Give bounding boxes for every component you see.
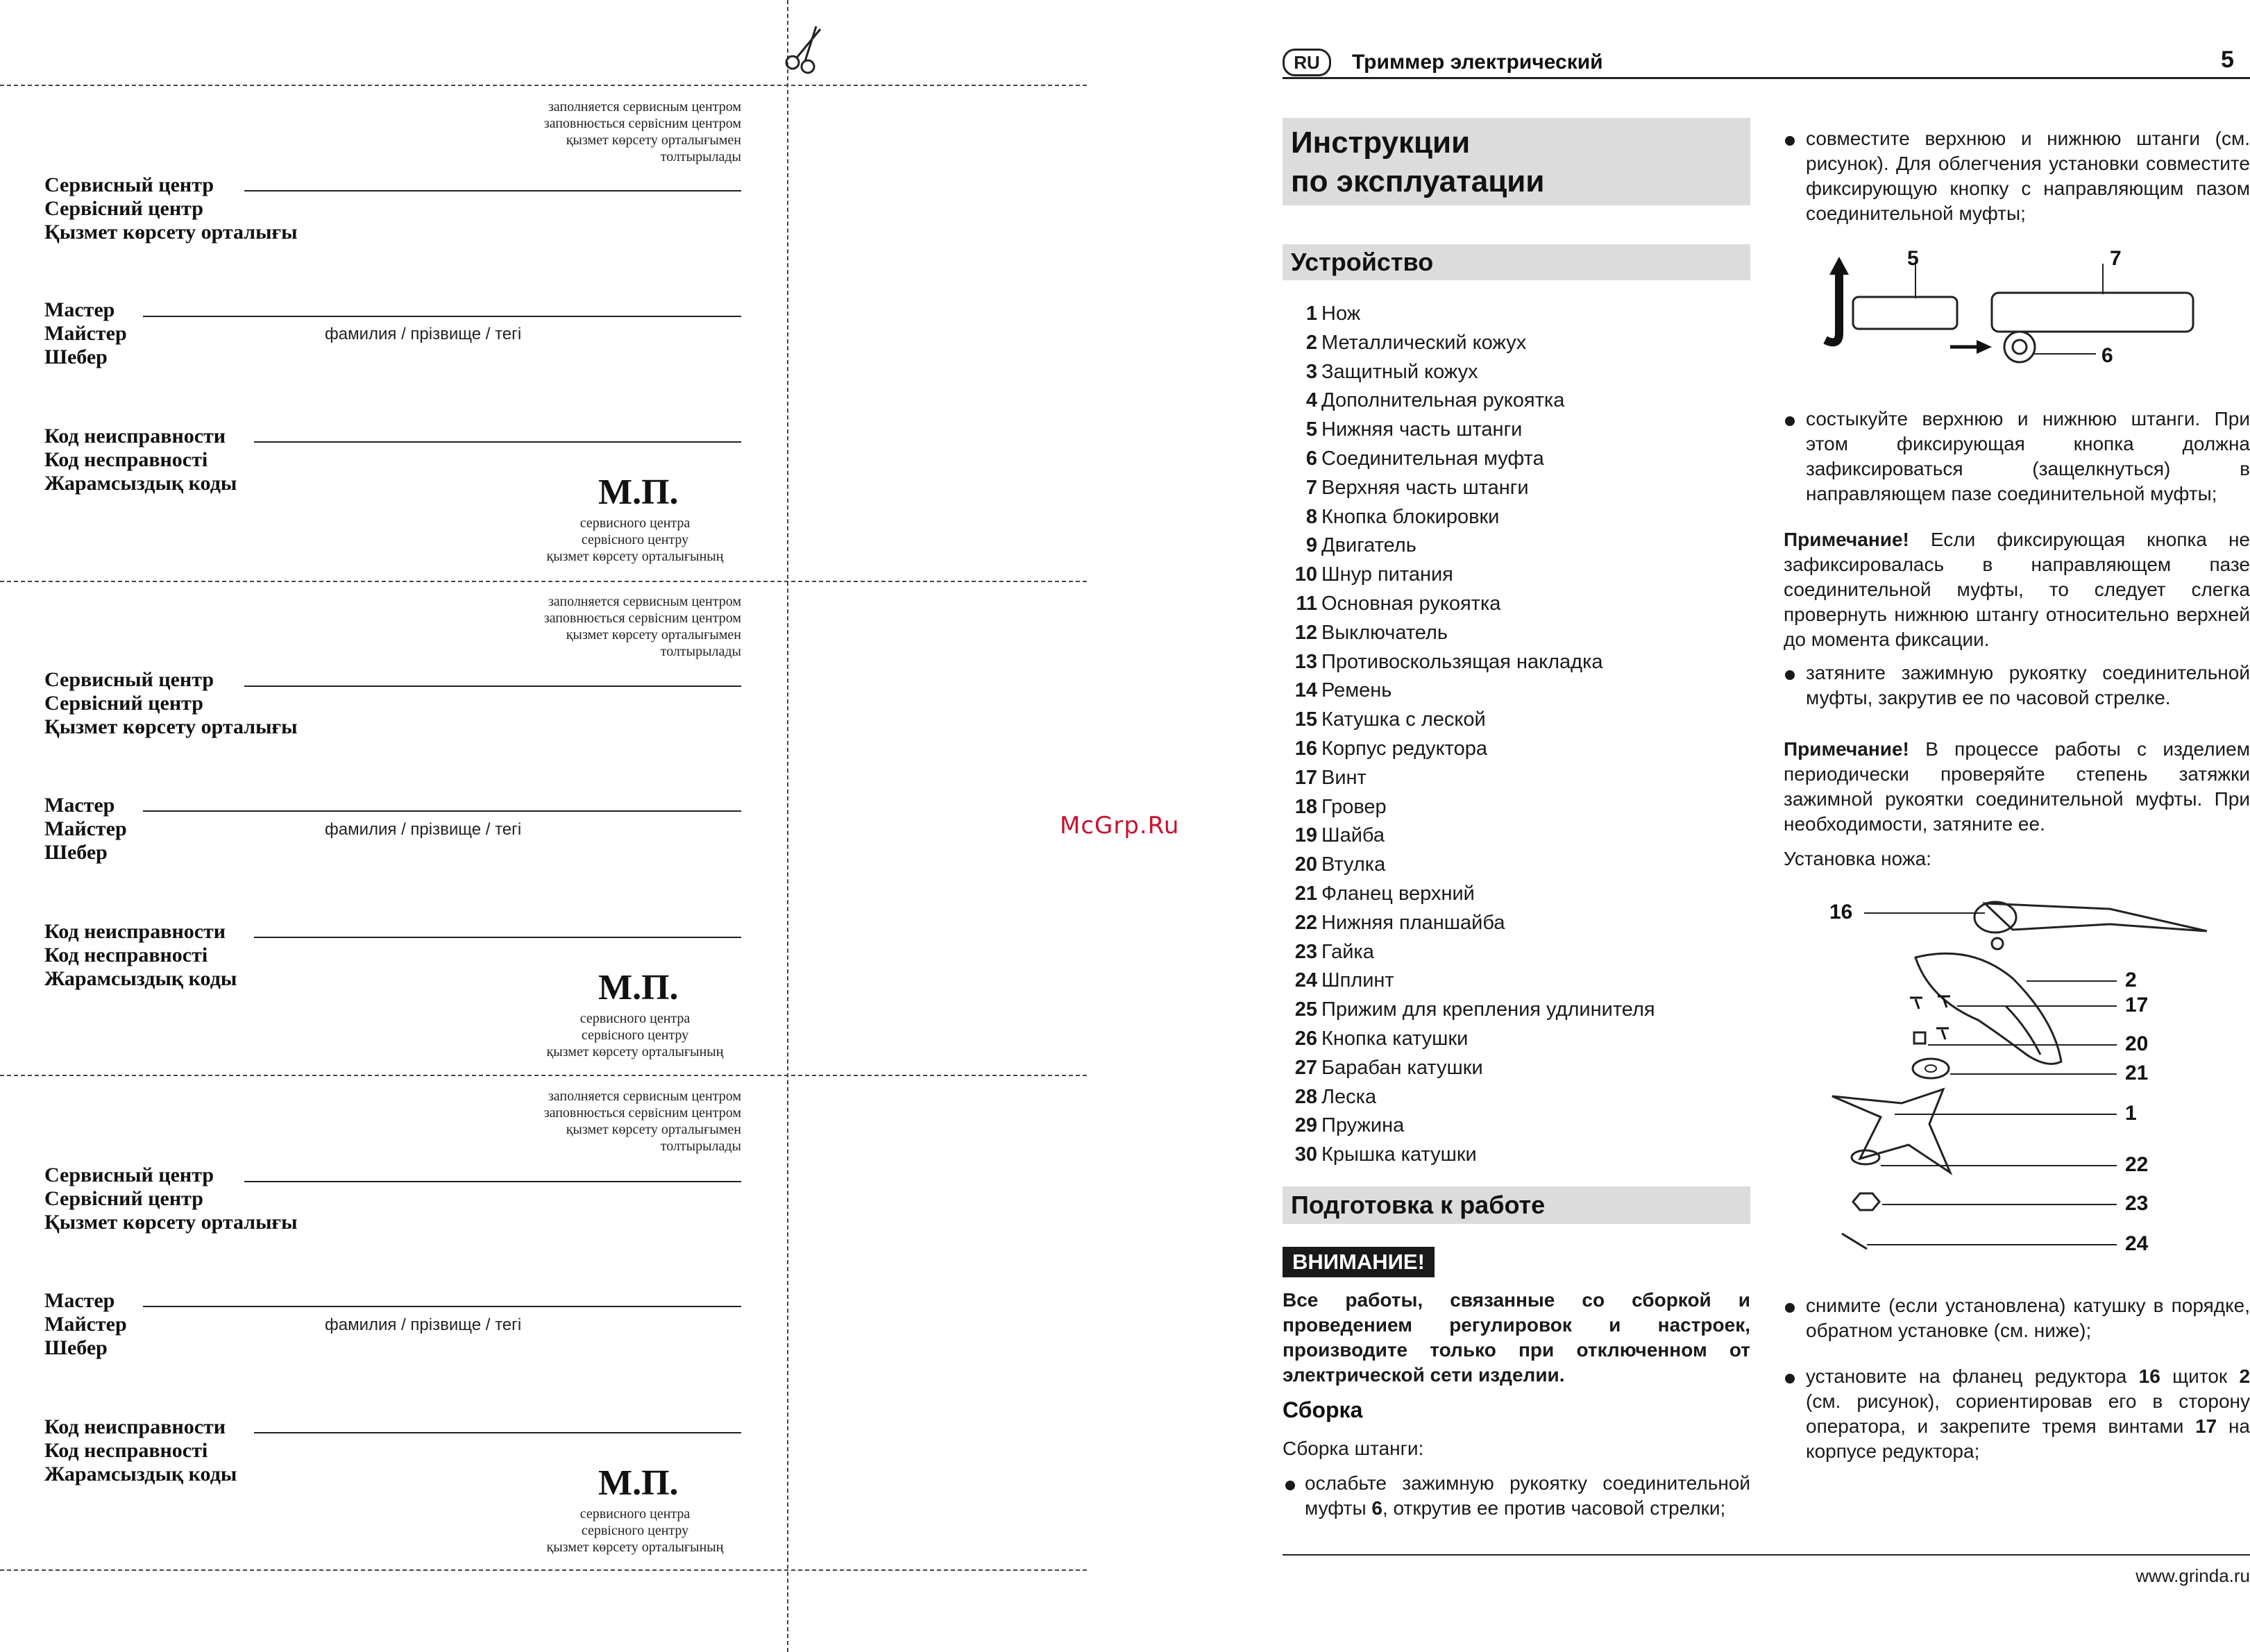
service-center-label: Сервисный центр Сервісний центр Қызмет көрсету орталығы [44, 1164, 298, 1234]
part-number: 21 [1294, 883, 1317, 905]
fig1-label-5: 5 [1907, 247, 1919, 270]
shaft-assembly-subtitle: Сборка штанги: [1283, 1438, 1424, 1459]
fig2-label-16: 16 [1829, 901, 1853, 923]
part-number: 15 [1294, 708, 1317, 731]
footer-rule [1283, 1554, 2250, 1556]
part-number: 28 [1294, 1086, 1317, 1108]
fig2-label-23: 23 [2125, 1192, 2149, 1215]
part-name: Прижим для крепления удлинителя [1321, 998, 1655, 1021]
stamp-mark: М.П. [598, 1463, 679, 1503]
part-number: 6 [1305, 448, 1317, 470]
part-number: 7 [1305, 477, 1317, 499]
note-1: Примечание! Если фиксирующая кнопка не зафиксировалась в направляющем пазе соединительной муфты, то следует слегка провернуть нижнюю штангу относительно верхней до момента фиксации. [1784, 529, 2250, 650]
part-name: Шайба [1321, 824, 1385, 846]
part-name: Защитный кожух [1321, 361, 1478, 383]
part-number: 24 [1294, 969, 1317, 991]
cut-line-2 [0, 581, 1087, 582]
part-number: 17 [1294, 767, 1317, 789]
warning-badge: ВНИМАНИЕ! [1283, 1247, 1435, 1277]
master-label: Мастер Майстер Шебер [44, 794, 127, 864]
service-center-label: Сервисный центр Сервісний центр Қызмет көрсету орталығы [44, 668, 298, 738]
part-name: Противоскользящая накладка [1321, 651, 1603, 673]
bullet-icon [1785, 416, 1795, 426]
fill-note: заполняется сервисным центром заповнюється сервісним центром қызмет көрсету орталығымен толтырылады [543, 99, 741, 164]
master-label: Мастер Майстер Шебер [44, 1289, 127, 1359]
part-number: 13 [1294, 651, 1317, 673]
device-section-title: Устройство [1291, 248, 1434, 276]
part-number: 9 [1305, 534, 1317, 556]
master-field[interactable] [143, 1306, 741, 1307]
fig2-label-21: 21 [2125, 1062, 2149, 1084]
part-name: Нож [1321, 303, 1361, 325]
shaft-join-figure [1818, 243, 2207, 395]
service-center-field[interactable] [244, 1181, 741, 1182]
master-field[interactable] [143, 316, 741, 317]
note-2: Примечание! В процессе работы с изделием периодически проверяйте степень затяжки зажимной рукоятки соединительной муфты. При необходимости, затяните ее. [1784, 738, 2250, 835]
page-header-title: Триммер электрический [1352, 51, 1603, 74]
fault-code-label: Код неисправности Код несправності Жарамсыздық коды [44, 425, 237, 495]
fault-code-field[interactable] [254, 1432, 741, 1433]
step-align-shafts: совместите верхнюю и нижнюю штанги (см. рисунок). Для облегчения установки совместите фиксирующую кнопку с направляющим пазом соединительной муфты; [1806, 128, 2250, 224]
fig2-label-24: 24 [2125, 1232, 2149, 1255]
master-label: Мастер Майстер Шебер [44, 298, 127, 368]
part-number: 26 [1294, 1028, 1317, 1050]
part-name: Крышка катушки [1321, 1143, 1477, 1166]
part-number: 12 [1294, 622, 1317, 644]
part-name: Двигатель [1321, 534, 1416, 556]
language-badge: RU [1283, 49, 1331, 76]
part-name: Пружина [1321, 1114, 1405, 1136]
part-name: Основная рукоятка [1321, 593, 1501, 615]
fill-note: заполняется сервисным центром заповнюється сервісним центром қызмет көрсету орталығымен толтырылады [543, 594, 741, 659]
part-number: 2 [1305, 332, 1317, 354]
part-name: Кнопка блокировки [1321, 506, 1500, 528]
part-name: Соединительная муфта [1321, 448, 1544, 470]
assembly-step-1: ослабьте зажимную рукоятку соединительной муфты 6, открутив ее против часовой стрелки; [1305, 1472, 1750, 1519]
fig2-label-2: 2 [2125, 969, 2137, 991]
part-name: Леска [1321, 1086, 1377, 1108]
page-number: 5 [2221, 46, 2234, 73]
fault-code-label: Код неисправности Код несправності Жарамсыздық коды [44, 920, 237, 990]
part-number: 29 [1294, 1114, 1317, 1136]
cut-line-4 [0, 1569, 1087, 1571]
part-name: Корпус редуктора [1321, 738, 1487, 760]
step-tighten-handle: затяните зажимную рукоятку соединительной муфты, закрутив ее по часовой стрелке. [1806, 662, 2250, 708]
name-hint: фамилия / прізвище / тегі [325, 820, 522, 839]
master-field[interactable] [143, 810, 741, 812]
part-number: 22 [1294, 912, 1317, 934]
part-number: 3 [1305, 361, 1317, 383]
fig2-label-22: 22 [2125, 1153, 2149, 1176]
cut-line-1 [0, 85, 1087, 86]
part-name: Дополнительная рукоятка [1321, 389, 1565, 411]
part-name: Катушка с леской [1321, 708, 1486, 731]
part-name: Гровер [1321, 796, 1387, 818]
fig2-label-20: 20 [2125, 1032, 2149, 1055]
part-name: Верхняя часть штанги [1321, 477, 1529, 499]
header-rule [1283, 77, 2250, 79]
part-name: Выключатель [1321, 622, 1448, 644]
fault-code-field[interactable] [254, 441, 741, 443]
bullet-icon [1785, 1374, 1795, 1383]
name-hint: фамилия / прізвище / тегі [325, 1315, 522, 1334]
watermark: McGrp.Ru [1060, 812, 1180, 840]
part-number: 25 [1294, 998, 1317, 1021]
bullet-icon [1785, 136, 1795, 146]
main-title: Инструкции по эксплуатации [1291, 126, 1545, 198]
warning-text: Все работы, связанные со сборкой и проведением регулировок и настроек, производите только при отключенном от электрической сети изделии. [1283, 1289, 1750, 1386]
assembly-title: Сборка [1283, 1397, 1363, 1422]
part-name: Шплинт [1321, 969, 1394, 991]
part-number: 11 [1296, 593, 1317, 615]
part-number: 18 [1294, 796, 1317, 818]
service-center-field[interactable] [244, 686, 741, 687]
part-number: 4 [1305, 389, 1317, 411]
part-number: 20 [1294, 853, 1317, 876]
part-number: 8 [1305, 506, 1317, 528]
part-name: Гайка [1321, 941, 1374, 963]
fig1-label-6: 6 [2101, 344, 2113, 367]
part-number: 23 [1294, 941, 1317, 963]
stamp-mark: М.П. [598, 968, 679, 1007]
part-number: 5 [1305, 418, 1317, 441]
fault-code-label: Код неисправности Код несправності Жарамсыздық коды [44, 1415, 237, 1485]
bullet-icon [1285, 1481, 1295, 1490]
step-install-guard: установите на фланец редуктора 16 щиток 2 (см. рисунок), сориентировав его в сторону оператора, и закрепите тремя винтами 17 на корпусе редуктора; [1806, 1365, 2250, 1462]
part-name: Втулка [1321, 853, 1386, 876]
fault-code-field[interactable] [254, 937, 741, 938]
bullet-icon [1785, 1303, 1795, 1313]
part-name: Кнопка катушки [1321, 1028, 1469, 1050]
part-number: 30 [1294, 1143, 1317, 1166]
prep-section-title: Подготовка к работе [1291, 1191, 1546, 1219]
stamp-note: сервисного центра сервісного центру қызмет көрсету орталығының [546, 516, 724, 564]
part-name: Ремень [1321, 679, 1392, 701]
part-number: 16 [1294, 738, 1317, 760]
part-name: Шнур питания [1321, 563, 1453, 586]
part-name: Винт [1321, 767, 1367, 789]
step-join-shafts: состыкуйте верхнюю и нижнюю штанги. При этом фиксирующая кнопка должна зафиксироваться (защелкнуться) в направляющем пазе соединительной муфты; [1806, 408, 2250, 504]
part-name: Нижняя планшайба [1321, 912, 1505, 934]
fig2-label-1: 1 [2125, 1102, 2137, 1125]
knife-install-title: Установка ножа: [1784, 848, 1931, 869]
part-name: Металлический кожух [1321, 332, 1527, 354]
fig2-label-17: 17 [2125, 994, 2149, 1016]
stamp-note: сервисного центра сервісного центру қызмет көрсету орталығының [546, 1011, 724, 1059]
stamp-note: сервисного центра сервісного центру қызмет көрсету орталығының [546, 1506, 724, 1555]
scissors-icon [777, 21, 840, 83]
part-number: 10 [1294, 563, 1317, 586]
knife-install-figure [1818, 881, 2207, 1270]
cut-line-vertical [787, 0, 788, 1652]
fig1-label-7: 7 [2110, 247, 2122, 270]
fill-note: заполняется сервисным центром заповнюється сервісним центром қызмет көрсету орталығымен толтырылады [543, 1089, 741, 1154]
part-number: 14 [1294, 679, 1317, 701]
part-number: 27 [1294, 1057, 1317, 1079]
part-name: Барабан катушки [1321, 1057, 1483, 1079]
service-center-field[interactable] [244, 190, 741, 191]
name-hint: фамилия / прізвище / тегі [325, 325, 522, 343]
part-number: 19 [1294, 824, 1317, 846]
step-remove-spool: снимите (если установлена) катушку в порядке, обратном установке (см. ниже); [1806, 1295, 2250, 1341]
service-center-label: Сервисный центр Сервісний центр Қызмет көрсету орталығы [44, 173, 298, 244]
stamp-mark: М.П. [598, 472, 679, 512]
footer-url[interactable]: www.grinda.ru [2135, 1565, 2250, 1586]
part-name: Нижняя часть штанги [1321, 418, 1523, 441]
cut-line-3 [0, 1075, 1087, 1076]
part-number: 1 [1305, 303, 1317, 325]
bullet-icon [1785, 670, 1795, 680]
part-name: Фланец верхний [1321, 883, 1475, 905]
